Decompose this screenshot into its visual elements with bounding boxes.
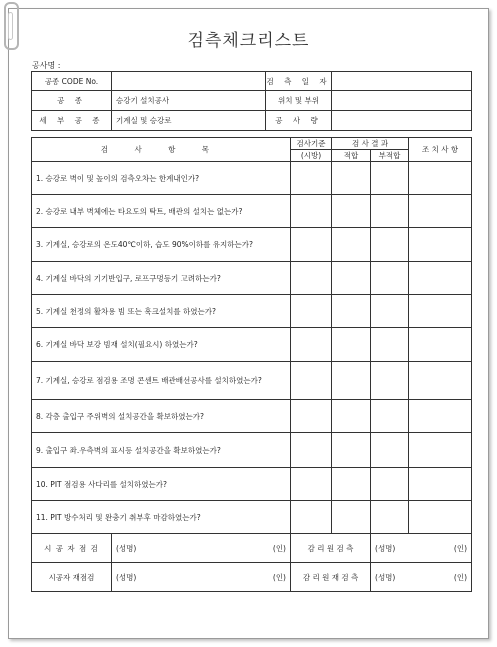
check-item-text: 11. PIT 방수처리 및 완충기 취부후 마감하였는가? xyxy=(32,501,291,534)
info-value[interactable] xyxy=(332,111,472,131)
standard-cell[interactable] xyxy=(291,295,332,328)
info-row-subtrade xyxy=(32,111,472,131)
signature-name-label: (성명) xyxy=(116,572,137,582)
check-item-row xyxy=(32,433,472,468)
header-action: 조 치 사 항 xyxy=(409,138,472,162)
signature-field[interactable] xyxy=(112,563,291,592)
standard-cell[interactable] xyxy=(291,262,332,295)
signature-label: 감 리 원 검 측 xyxy=(291,534,371,563)
signature-name-label: (성명) xyxy=(116,543,137,553)
info-value[interactable] xyxy=(112,72,266,91)
fail-cell[interactable] xyxy=(371,501,409,534)
info-value[interactable] xyxy=(332,72,472,91)
action-cell[interactable] xyxy=(409,162,472,195)
info-label: 공종 CODE No. xyxy=(32,72,112,91)
info-row-trade xyxy=(32,91,472,111)
header-fail: 부적합 xyxy=(371,150,409,162)
check-item-text: 2. 승강로 내부 벽체에는 타요도의 탁트, 배관의 설치는 없는가? xyxy=(32,195,291,228)
info-label: 공 사 량 xyxy=(266,111,332,131)
check-item-text: 9. 출입구 좌.우측벽의 표시등 설치공간을 확보하였는가? xyxy=(32,433,291,468)
check-item-row xyxy=(32,228,472,262)
header-pass: 적합 xyxy=(332,150,371,162)
fail-cell[interactable] xyxy=(371,328,409,362)
check-item-row xyxy=(32,262,472,295)
header-row-top xyxy=(32,138,472,150)
signature-row xyxy=(32,563,472,592)
signature-row xyxy=(32,534,472,563)
standard-cell[interactable] xyxy=(291,228,332,262)
fail-cell[interactable] xyxy=(371,468,409,501)
info-label: 공 종 xyxy=(32,91,112,111)
info-label: 위치 및 부위 xyxy=(266,91,332,111)
standard-cell[interactable] xyxy=(291,468,332,501)
signature-name-label: (성명) xyxy=(375,572,396,582)
header-result: 검 사 결 과 xyxy=(332,138,409,150)
action-cell[interactable] xyxy=(409,262,472,295)
standard-cell[interactable] xyxy=(291,328,332,362)
action-cell[interactable] xyxy=(409,228,472,262)
seal-label: (인) xyxy=(453,543,468,553)
signature-label: 감 리 원 재 검 측 xyxy=(291,563,371,592)
fail-cell[interactable] xyxy=(371,195,409,228)
action-cell[interactable] xyxy=(409,400,472,433)
standard-cell[interactable] xyxy=(291,400,332,433)
standard-cell[interactable] xyxy=(291,195,332,228)
fail-cell[interactable] xyxy=(371,162,409,195)
check-item-text: 10. PIT 점검용 사다리를 설치하였는가? xyxy=(32,468,291,501)
pass-cell[interactable] xyxy=(332,362,371,400)
header-item: 검 사 항 목 xyxy=(32,138,291,162)
info-value[interactable]: 기계실 및 승강로 xyxy=(112,111,266,131)
header-standard-sub: (시방) xyxy=(291,150,332,162)
pass-cell[interactable] xyxy=(332,262,371,295)
signature-field[interactable] xyxy=(371,563,472,592)
pass-cell[interactable] xyxy=(332,433,371,468)
standard-cell[interactable] xyxy=(291,362,332,400)
check-item-text: 5. 기계실 천정의 활차용 빔 또는 훅크설치를 하였는가? xyxy=(32,295,291,328)
signature-label: 시공자 재점검 xyxy=(32,563,112,592)
action-cell[interactable] xyxy=(409,362,472,400)
header-standard: 검사기준 xyxy=(291,138,332,150)
page-title: 검측체크리스트 xyxy=(187,31,310,51)
standard-cell[interactable] xyxy=(291,501,332,534)
check-item-text: 8. 각층 출입구 주위벽의 설치공간을 확보하였는가? xyxy=(32,400,291,433)
signature-field[interactable] xyxy=(371,534,472,563)
pass-cell[interactable] xyxy=(332,162,371,195)
standard-cell[interactable] xyxy=(291,162,332,195)
spacer-row xyxy=(32,131,472,138)
check-item-row xyxy=(32,362,472,400)
fail-cell[interactable] xyxy=(371,362,409,400)
action-cell[interactable] xyxy=(409,328,472,362)
signature-name-label: (성명) xyxy=(375,543,396,553)
pass-cell[interactable] xyxy=(332,468,371,501)
check-item-text: 4. 기계실 바닥의 기기반입구, 로프구멍등기 고려하는가? xyxy=(32,262,291,295)
checklist-table xyxy=(31,71,472,592)
action-cell[interactable] xyxy=(409,195,472,228)
check-item-text: 6. 기계실 바닥 보강 빔재 설치(필요시) 하였는가? xyxy=(32,328,291,362)
check-item-row xyxy=(32,328,472,362)
action-cell[interactable] xyxy=(409,433,472,468)
fail-cell[interactable] xyxy=(371,295,409,328)
info-value[interactable] xyxy=(332,91,472,111)
check-item-row xyxy=(32,501,472,534)
standard-cell[interactable] xyxy=(291,433,332,468)
pass-cell[interactable] xyxy=(332,400,371,433)
info-row-code xyxy=(32,72,472,91)
pass-cell[interactable] xyxy=(332,328,371,362)
fail-cell[interactable] xyxy=(371,400,409,433)
seal-label: (인) xyxy=(272,572,286,582)
seal-label: (인) xyxy=(453,572,468,582)
pass-cell[interactable] xyxy=(332,295,371,328)
check-item-row xyxy=(32,295,472,328)
fail-cell[interactable] xyxy=(371,228,409,262)
check-item-text: 1. 승강로 벽이 및 높이의 검측오차는 한계내인가? xyxy=(32,162,291,195)
project-name-label: 공사명 : xyxy=(32,61,61,70)
check-item-row xyxy=(32,162,472,195)
action-cell[interactable] xyxy=(409,501,472,534)
check-item-row xyxy=(32,195,472,228)
pass-cell[interactable] xyxy=(332,228,371,262)
action-cell[interactable] xyxy=(409,468,472,501)
check-item-text: 3. 기계실, 승강로의 온도40℃이하, 습도 90%이하를 유지하는가? xyxy=(32,228,291,262)
fail-cell[interactable] xyxy=(371,262,409,295)
pass-cell[interactable] xyxy=(332,195,371,228)
info-label: 세 부 공 종 xyxy=(32,111,112,131)
fail-cell[interactable] xyxy=(371,433,409,468)
check-item-row xyxy=(32,468,472,501)
action-cell[interactable] xyxy=(409,295,472,328)
info-value[interactable]: 승강기 설치공사 xyxy=(112,91,266,111)
pass-cell[interactable] xyxy=(332,501,371,534)
check-item-row xyxy=(32,400,472,433)
signature-label: 시 공 자 점 검 xyxy=(32,534,112,563)
seal-label: (인) xyxy=(272,543,286,553)
check-item-text: 7. 기계실, 승강로 점검용 조명 콘센트 배관배선공사를 설치하였는가? xyxy=(32,362,291,400)
info-label: 검 측 일 자 xyxy=(266,72,332,91)
signature-field[interactable] xyxy=(112,534,291,563)
